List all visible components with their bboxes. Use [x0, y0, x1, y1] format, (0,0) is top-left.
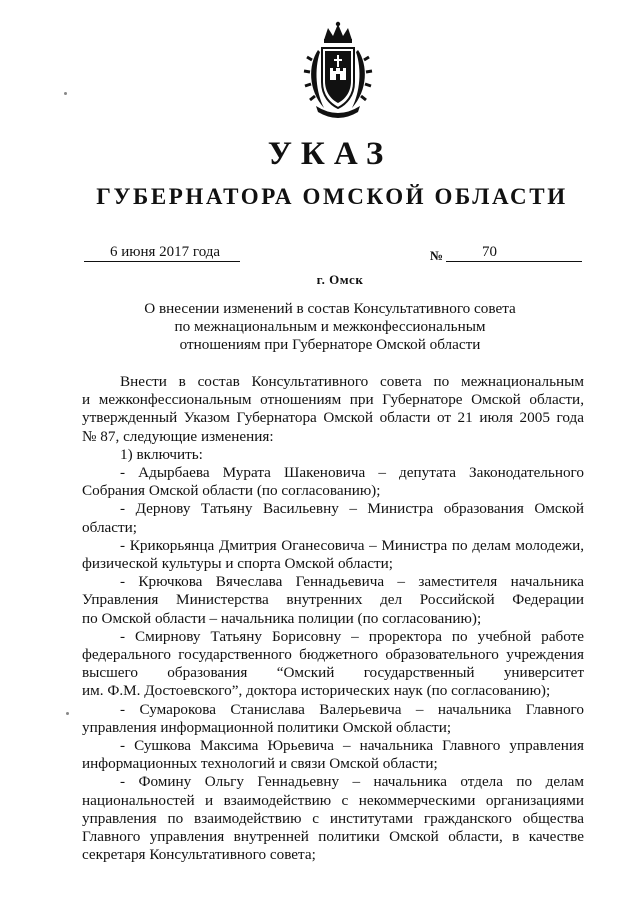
list-item: по Омской области – начальника полиции (по согласованию); [82, 609, 482, 627]
list-item: управления информационной политики Омской области; [82, 718, 452, 736]
decree-body [82, 373, 584, 864]
list-item: национальностей и взаимодействию с некоммерческими организациями [82, 791, 584, 809]
list-item: Главного управления внутренней политики Омской области, в качестве [82, 828, 584, 846]
subject-line: О внесении изменений в состав Консультативного совета [144, 300, 516, 317]
scan-speck [66, 712, 69, 715]
city: г. Омск [316, 272, 364, 287]
list-item: высшего образования “Омский государственный университет [82, 664, 584, 682]
document-title: УКАЗ [267, 136, 393, 172]
list-item: - Смирнову Татьяну Борисовну – проректора по учебной работе [120, 627, 584, 645]
body-line: утвержденный Указом Губернатора Омской области от 21 июля 2005 года [82, 409, 584, 427]
decree-date: 6 июня 2017 года [84, 244, 240, 262]
body-line: Внести в состав Консультативного совета по межнациональным [120, 373, 584, 390]
document-subtitle: ГУБЕРНАТОРА ОМСКОЙ ОБЛАСТИ [96, 184, 568, 209]
scan-speck [64, 92, 67, 95]
number-sign: № [430, 248, 444, 263]
list-item: - Сушкова Максима Юрьевича – начальника Главного управления [120, 737, 584, 755]
list-item: области; [82, 518, 137, 536]
list-item: информационных технологий и связи Омской области; [82, 755, 438, 773]
list-item: управления по взаимодействию с институтами гражданского общества [82, 809, 584, 827]
list-item: - Крючкова Вячеслава Геннадьевича – заместителя начальника [120, 573, 584, 591]
omsk-oblast-coat-of-arms-icon [298, 20, 378, 120]
list-item: Управления Министерства внутренних дел Российской Федерации [82, 591, 584, 609]
decree-number: 70 [446, 244, 582, 262]
list-item: физической культуры и спорта Омской области; [82, 555, 393, 573]
list-item: - Сумарокова Станислава Валерьевича – начальника Главного [120, 700, 584, 718]
decree-subject [100, 300, 560, 354]
list-item: - Дернову Татьяну Васильевну – Министра образования Омской [120, 500, 584, 518]
list-item: - Фомину Ольгу Геннадьевну – начальника отдела по делам [120, 773, 584, 791]
list-item: - Крикорьянца Дмитрия Оганесовича – Министра по делам молодежи, [120, 536, 584, 554]
body-line: 1) включить: [120, 445, 203, 463]
list-item: федерального государственного бюджетного образовательного учреждения [82, 646, 584, 664]
body-line: и межконфессиональным отношениям при Губернаторе Омской области, [82, 391, 584, 409]
body-line: № 87, следующие изменения: [82, 427, 274, 445]
list-item: секретаря Консультативного совета; [82, 846, 316, 864]
list-item: им. Ф.М. Достоевского”, доктора исторических наук (по согласованию); [82, 682, 551, 700]
list-item: Собрания Омской области (по согласованию); [82, 482, 381, 500]
list-item: - Адырбаева Мурата Шакеновича – депутата Законодательного [120, 464, 584, 482]
subject-line: по межнациональным и межконфессиональным [174, 318, 486, 335]
subject-line: отношениям при Губернаторе Омской области [179, 336, 481, 353]
